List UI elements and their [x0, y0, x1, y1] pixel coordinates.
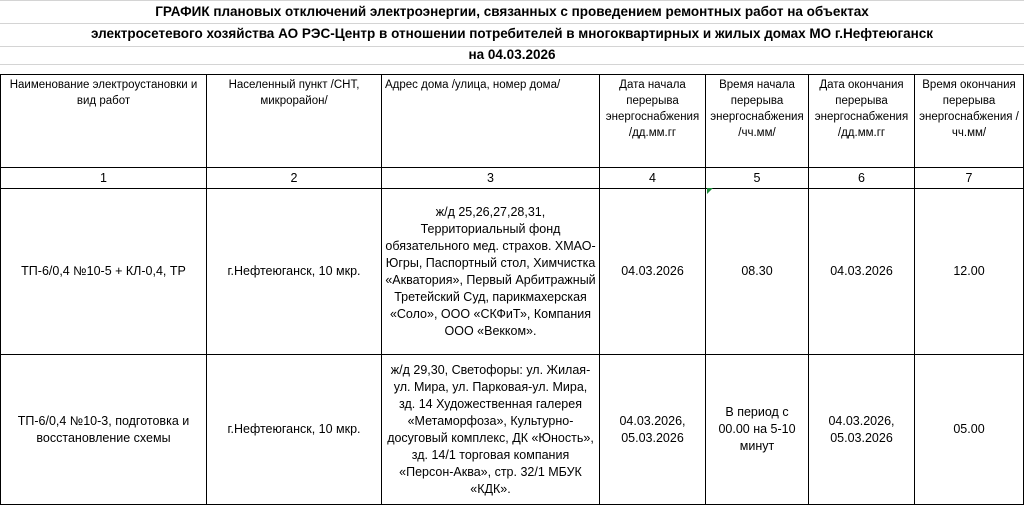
column-number[interactable]: 5 — [706, 168, 809, 189]
cell-start-time[interactable]: 08.30 — [706, 189, 809, 355]
cell-locality[interactable]: г.Нефтеюганск, 10 мкр. — [207, 189, 382, 355]
table-row — [1, 355, 1024, 505]
header-end-date[interactable]: Дата окончания перерыва энергоснабжения /дд.мм.гг — [809, 75, 915, 168]
cell-end-date[interactable]: 04.03.2026 — [809, 189, 915, 355]
cell-end-date[interactable]: 04.03.2026, 05.03.2026 — [809, 355, 915, 505]
header-end-time[interactable]: Время окончания перерыва энергоснабжения /чч.мм/ — [915, 75, 1024, 168]
cell-comment-indicator — [707, 188, 713, 194]
cell-address[interactable]: ж/д 29,30, Светофоры: ул. Жилая-ул. Мира, ул. Парковая-ул. Мира, зд. 14 Художественная галерея «Метаморфоза», Культурно-досуговый комплекс, ДК «Юность», зд. 14/1 торговая компания «Персон-Аква», стр. 32/1 МБУК «КДК». — [382, 355, 600, 505]
table-row — [1, 189, 1024, 355]
header-locality[interactable]: Населенный пункт /СНТ, микрорайон/ — [207, 75, 382, 168]
column-number-row — [1, 168, 1024, 189]
schedule-title-line-1: ГРАФИК плановых отключений электроэнергии, связанных с проведением ремонтных работ на объектах — [155, 4, 869, 19]
cell-installation[interactable]: ТП-6/0,4 №10-5 + КЛ-0,4, ТР — [1, 189, 207, 355]
header-start-date[interactable]: Дата начала перерыва энергоснабжения /дд.мм.гг — [600, 75, 706, 168]
cell-end-time[interactable]: 12.00 — [915, 189, 1024, 355]
grid-line — [0, 64, 1024, 65]
header-start-time[interactable]: Время начала перерыва энергоснабжения /чч.мм/ — [706, 75, 809, 168]
header-address[interactable]: Адрес дома /улица, номер дома/ — [382, 75, 600, 168]
grid-line — [0, 0, 1024, 1]
schedule-title-date: на 04.03.2026 — [468, 47, 556, 62]
cell-locality[interactable]: г.Нефтеюганск, 10 мкр. — [207, 355, 382, 505]
cell-start-date[interactable]: 04.03.2026, 05.03.2026 — [600, 355, 706, 505]
header-installation[interactable]: Наименование электроустановки и вид работ — [1, 75, 207, 168]
cell-address[interactable]: ж/д 25,26,27,28,31, Территориальный фонд обязательного мед. страхов. ХМАО-Югры, Паспортный стол, Химчистка «Акватория», Первый Арбитражный Третейский Суд, парикмахерская «Соло», ООО «СКФиТ», Компания ООО «Векком». — [382, 189, 600, 355]
column-number[interactable]: 2 — [207, 168, 382, 189]
column-number[interactable]: 4 — [600, 168, 706, 189]
column-number[interactable]: 1 — [1, 168, 207, 189]
cell-start-time[interactable]: В период с 00.00 на 5-10 минут — [706, 355, 809, 505]
cell-start-date[interactable]: 04.03.2026 — [600, 189, 706, 355]
column-number[interactable]: 3 — [382, 168, 600, 189]
column-number[interactable]: 7 — [915, 168, 1024, 189]
schedule-title-line-2: электросетевого хозяйства АО РЭС-Центр в отношении потребителей в многоквартирных и жилых домах МО г.Нефтеюганск — [90, 26, 934, 41]
grid-line — [0, 23, 1024, 24]
column-number[interactable]: 6 — [809, 168, 915, 189]
header-row — [1, 75, 1024, 168]
cell-installation[interactable]: ТП-6/0,4 №10-3, подготовка и восстановление схемы — [1, 355, 207, 505]
outage-schedule-table — [0, 74, 1024, 505]
cell-end-time[interactable]: 05.00 — [915, 355, 1024, 505]
